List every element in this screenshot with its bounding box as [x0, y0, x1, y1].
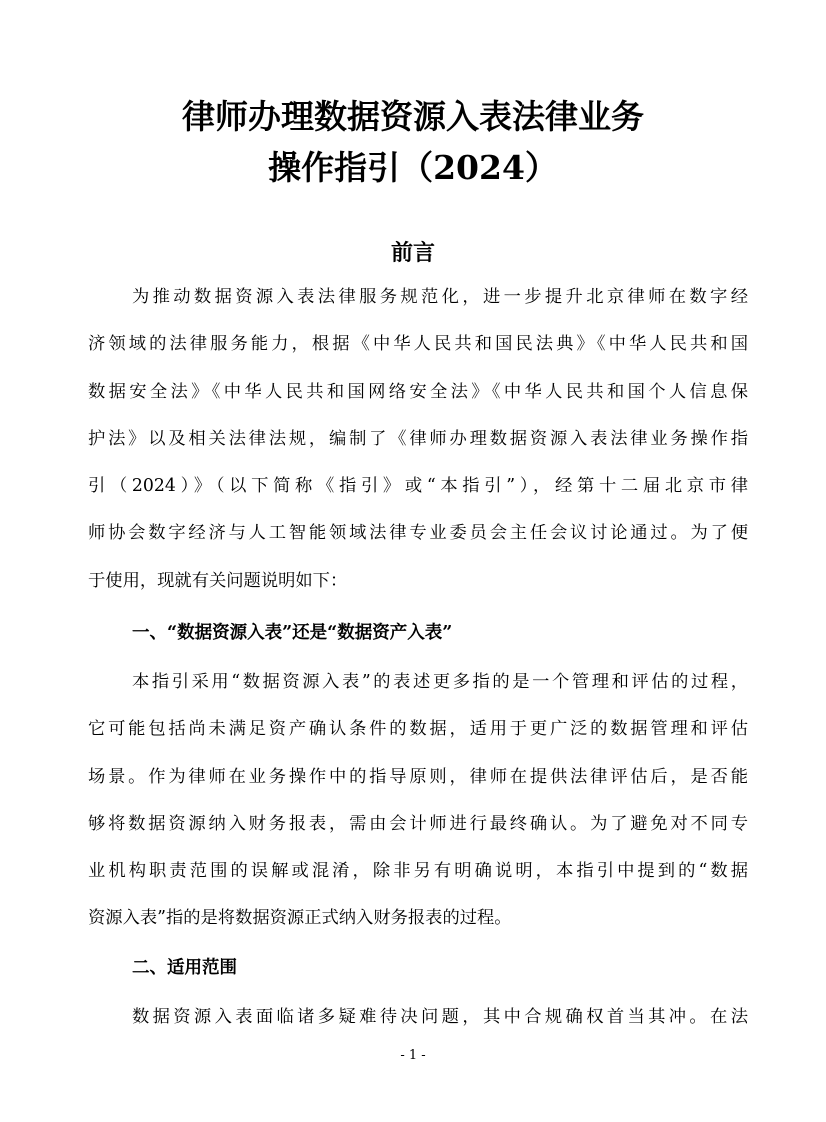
document-title-line1: 律师办理数据资源入表法律业务 [182, 97, 644, 136]
paragraph-line: 于使用，现就有关问题说明如下： [88, 570, 348, 591]
paragraph-line: 业机构职责范围的误解或混淆，除非另有明确说明，本指引中提到的“数据 [88, 861, 748, 882]
section-heading-1: 一、“数据资源入表”还是“数据资产入表” [132, 623, 453, 643]
paragraph-line: 够将数据资源纳入财务报表，需由会计师进行最终确认。为了避免对不同专 [88, 813, 748, 834]
page-number: - 1 - [400, 1048, 426, 1063]
paragraph-line: 济领域的法律服务能力，根据《中华人民共和国民法典》《中华人民共和国 [88, 334, 748, 355]
section1-paragraph [88, 659, 748, 943]
section2-paragraph [88, 994, 748, 1041]
paragraph-line: 数据安全法》《中华人民共和国网络安全法》《中华人民共和国个人信息保 [88, 381, 748, 402]
paragraph-line: 场景。作为律师在业务操作中的指导原则，律师在提供法律评估后，是否能 [88, 766, 748, 787]
preface-paragraph [88, 274, 748, 605]
paragraph-line: 它可能包括尚未满足资产确认条件的数据，适用于更广泛的数据管理和评估 [88, 719, 748, 740]
paragraph-line: 本指引采用“数据资源入表”的表述更多指的是一个管理和评估的过程， [132, 672, 748, 692]
paragraph-line: 为推动数据资源入表法律服务规范化，进一步提升北京律师在数字经 [132, 287, 748, 307]
paragraph-line: 资源入表”指的是将数据资源正式纳入财务报表的过程。 [88, 908, 512, 929]
paragraph-line: 师协会数字经济与人工智能领域法律专业委员会主任会议讨论通过。为了便 [88, 523, 748, 544]
section-heading-2: 二、适用范围 [132, 958, 237, 978]
paragraph-line: 护法》以及相关法律法规，编制了《律师办理数据资源入表法律业务操作指 [88, 428, 748, 449]
preface-heading: 前言 [390, 240, 435, 266]
paragraph-line: 数据资源入表面临诸多疑难待决问题，其中合规确权首当其冲。在法 [132, 1007, 748, 1027]
document-title-line2: 操作指引（2024） [268, 148, 558, 187]
paragraph-line: 引（2024）》（以下简称《指引》或“本指引”），经第十二届北京市律 [88, 476, 748, 497]
